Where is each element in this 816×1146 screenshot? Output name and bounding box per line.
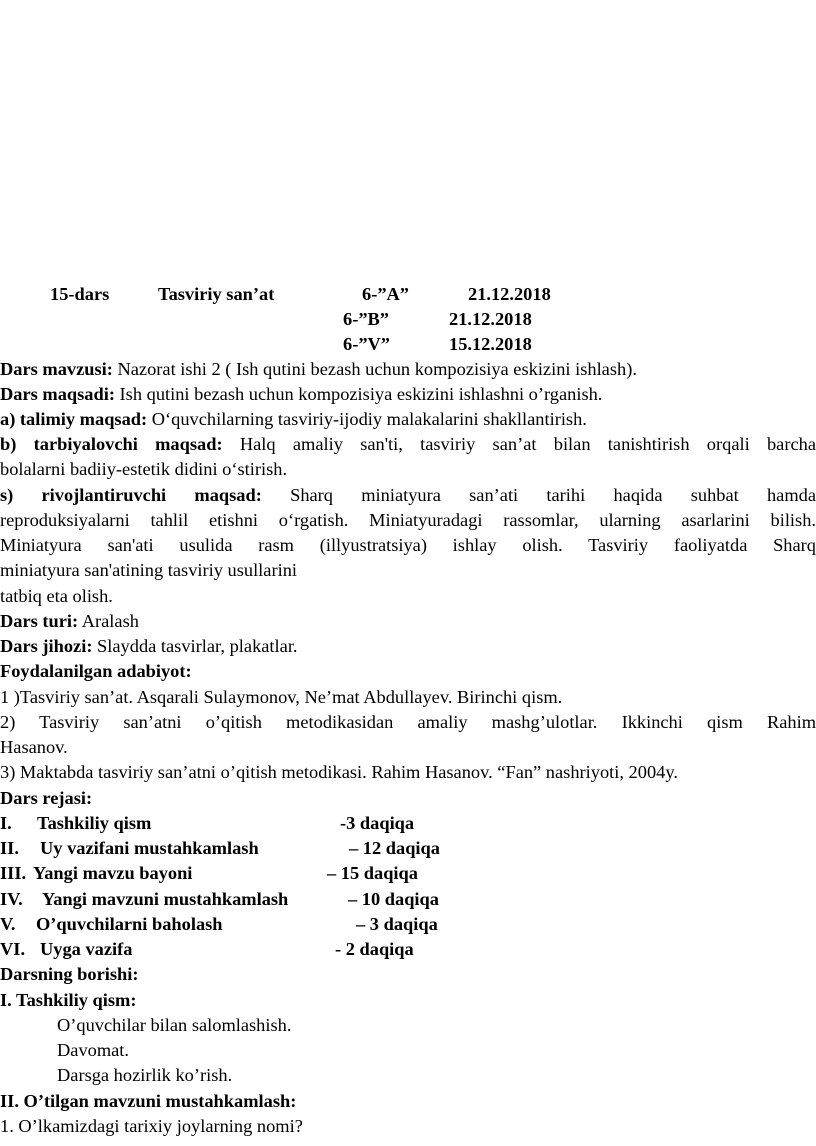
literature-item-3: 3) Maktabda tasviriy san’atni o’qitish metodikasi. Rahim Hasanov. “Fan” nashriyoti, 2004y. bbox=[0, 762, 678, 782]
plan-item-title: Uy vazifani mustahkamlash bbox=[40, 838, 259, 858]
plan-item-time: - 2 daqiqa bbox=[335, 939, 414, 959]
lesson-progress-heading: Darsning borishi: bbox=[0, 964, 139, 984]
plan-item-title: Tashkiliy qism bbox=[37, 813, 152, 833]
plan-item: II. bbox=[0, 838, 19, 858]
lesson-goal: Dars maqsadi: Ish qutini bezash uchun kompozisiya eskizini ishlashni o’rganish. bbox=[0, 384, 603, 404]
plan-item-time: – 3 daqiqa bbox=[356, 914, 438, 934]
upbringing-goal: b) tarbiyalovchi maqsad: Halq amaliy san'ti, tasviriy san’at bilan tanishtirish orqali barcha bbox=[0, 434, 816, 454]
date-b: 21.12.2018 bbox=[449, 309, 532, 329]
plan-heading: Dars rejasi: bbox=[0, 788, 93, 808]
development-goal: s) rivojlantiruvchi maqsad: Sharq miniatyura san’ati tarihi haqida suhbat hamda bbox=[0, 485, 816, 505]
section-organizational: I. Tashkiliy qism: bbox=[0, 990, 137, 1010]
development-goal-line5: tatbiq eta olish. bbox=[0, 586, 113, 606]
development-goal-line3: Miniatyura san'ati usulida rasm (illyustratsiya) ishlay olish. Tasviriy faoliyatda Sharq bbox=[0, 535, 816, 555]
subject-title: Tasviriy san’at bbox=[158, 284, 275, 304]
upbringing-goal-cont: bolalarni badiiy-estetik didini o‘stirish. bbox=[0, 459, 288, 479]
lesson-equipment: Dars jihozi: Slaydda tasvirlar, plakatlar. bbox=[0, 636, 298, 656]
section-review: II. O’tilgan mavzuni mustahkamlash: bbox=[0, 1091, 297, 1111]
plan-item: V. bbox=[0, 914, 16, 934]
literature-heading: Foydalanilgan adabiyot: bbox=[0, 661, 192, 681]
educational-goal: a) talimiy maqsad: O‘quvchilarning tasviriy-ijodiy malakalarini shakllantirish. bbox=[0, 409, 587, 429]
step-attendance: Davomat. bbox=[57, 1040, 130, 1060]
development-goal-line4: miniatyura san'atining tasviriy usullarini bbox=[0, 560, 297, 580]
class-b: 6-”B” bbox=[343, 309, 389, 329]
literature-item-2-cont: Hasanov. bbox=[0, 737, 68, 757]
plan-item-title: O’quvchilarni baholash bbox=[36, 914, 223, 934]
plan-item-title: Uyga vazifa bbox=[40, 939, 133, 959]
development-goal-line2: reproduksiyalarni tahlil etishni o‘rgatish. Miniatyuradagi rassomlar, ularning asarlarini bilish. bbox=[0, 510, 816, 530]
plan-item: IV. bbox=[0, 889, 23, 909]
lesson-number: 15-dars bbox=[50, 284, 110, 304]
plan-item: III. bbox=[0, 863, 27, 883]
question-1: 1. O’lkamizdagi tarixiy joylarning nomi? bbox=[0, 1116, 303, 1136]
lesson-topic: Dars mavzusi: Nazorat ishi 2 ( Ish qutini bezash uchun kompozisiya eskizini ishlash). bbox=[0, 359, 637, 379]
step-greeting: O’quvchilar bilan salomlashish. bbox=[57, 1015, 292, 1035]
literature-item-2: 2) Tasviriy san’atni o’qitish metodikasidan amaliy mashg’ulotlar. Ikkinchi qism Rahim bbox=[0, 712, 816, 732]
plan-item-title: Yangi mavzuni mustahkamlash bbox=[42, 889, 289, 909]
step-readiness: Darsga hozirlik ko’rish. bbox=[57, 1065, 233, 1085]
literature-item-1: 1 )Tasviriy san’at. Asqarali Sulaymonov, Ne’mat Abdullayev. Birinchi qism. bbox=[0, 687, 563, 707]
plan-item-title: Yangi mavzu bayoni bbox=[33, 863, 193, 883]
class-v: 6-”V” bbox=[343, 334, 390, 354]
plan-item-time: – 12 daqiqa bbox=[349, 838, 440, 858]
class-a: 6-”A” bbox=[362, 284, 409, 304]
plan-item-time: -3 daqiqa bbox=[340, 813, 415, 833]
date-a: 21.12.2018 bbox=[468, 284, 551, 304]
plan-item: VI. bbox=[0, 939, 26, 959]
plan-item: I. bbox=[0, 813, 12, 833]
plan-item-time: – 15 daqiqa bbox=[327, 863, 418, 883]
lesson-type: Dars turi: Aralash bbox=[0, 611, 139, 631]
plan-item-time: – 10 daqiqa bbox=[348, 889, 439, 909]
date-v: 15.12.2018 bbox=[449, 334, 532, 354]
